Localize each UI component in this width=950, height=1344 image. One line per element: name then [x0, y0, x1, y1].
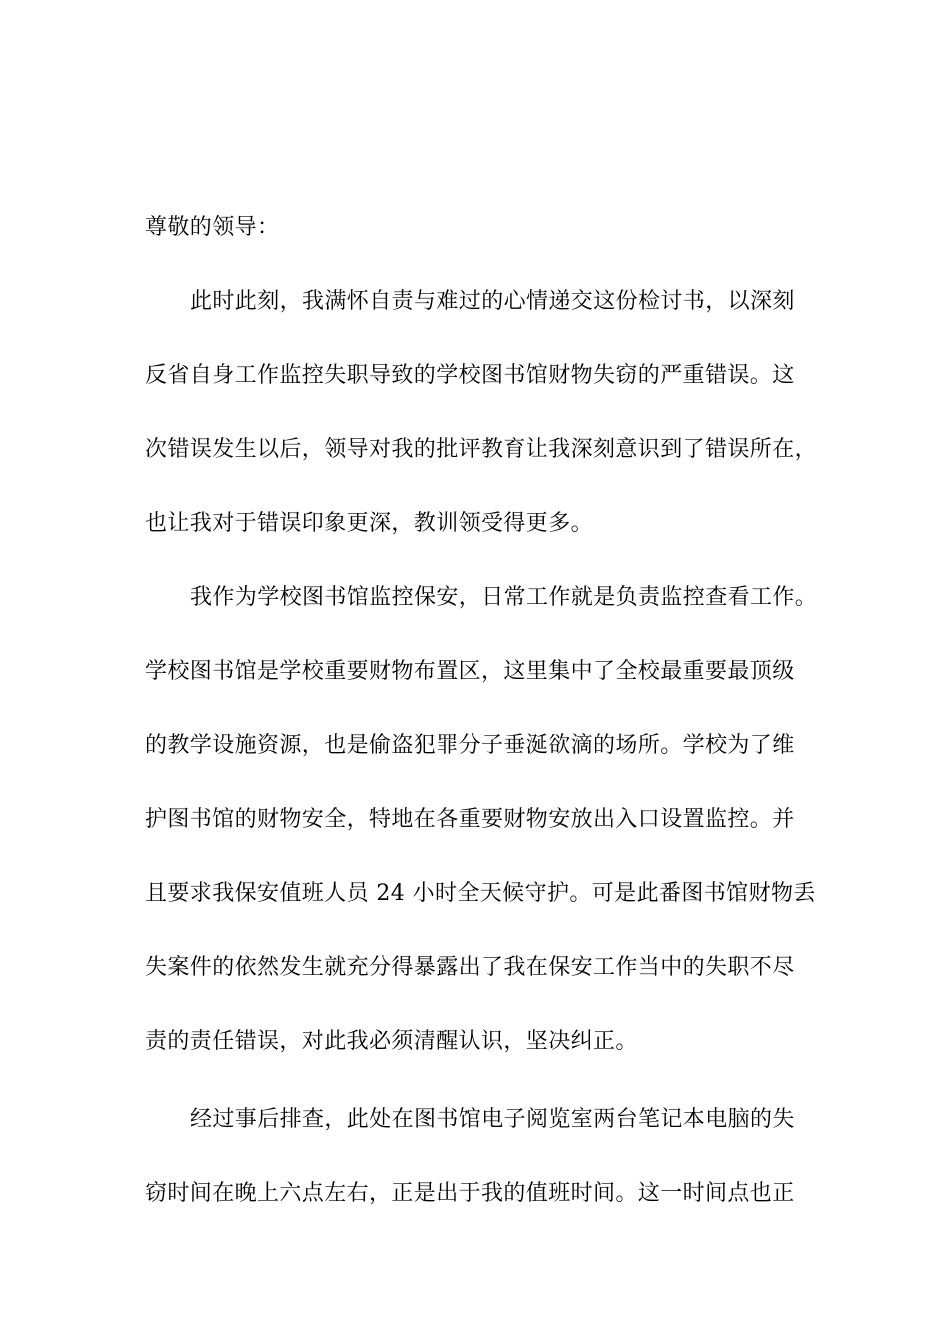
paragraph-2-line-2: 学校图书馆是学校重要财物布置区，这里集中了全校最重要最顶级 — [145, 659, 795, 684]
paragraph-3-line-2: 窃时间在晚上六点左右，正是出于我的值班时间。这一时间点也正 — [145, 1181, 795, 1206]
paragraph-1-line-2: 反省自身工作监控失职导致的学校图书馆财物失窃的严重错误。这 — [145, 363, 795, 388]
paragraph-2-line-3: 的教学设施资源，也是偷盗犯罪分子垂涎欲滴的场所。学校为了维 — [145, 733, 795, 758]
paragraph-2-line-5: 且要求我保安值班人员 24 小时全天候守护。可是此番图书馆财物丢 — [145, 881, 816, 906]
paragraph-2-line-7: 责的责任错误，对此我必须清醒认识，坚决纠正。 — [145, 1029, 638, 1054]
paragraph-1-line-4: 也让我对于错误印象更深，教训领受得更多。 — [145, 511, 594, 536]
paragraph-1-line-1: 此时此刻，我满怀自责与难过的心情递交这份检讨书，以深刻 — [190, 289, 795, 314]
paragraph-1-line-3: 次错误发生以后，领导对我的批评教育让我深刻意识到了错误所在， — [145, 437, 818, 462]
paragraph-3-line-1: 经过事后排查，此处在图书馆电子阅览室两台笔记本电脑的失 — [190, 1107, 795, 1132]
paragraph-2-line-1: 我作为学校图书馆监控保安，日常工作就是负责监控查看工作。 — [190, 585, 818, 610]
paragraph-2-line-6: 失案件的依然发生就充分得暴露出了我在保安工作当中的失职不尽 — [145, 955, 795, 980]
salutation: 尊敬的领导： — [145, 215, 280, 240]
paragraph-2-line-4: 护图书馆的财物安全，特地在各重要财物安放出入口设置监控。并 — [145, 807, 795, 832]
